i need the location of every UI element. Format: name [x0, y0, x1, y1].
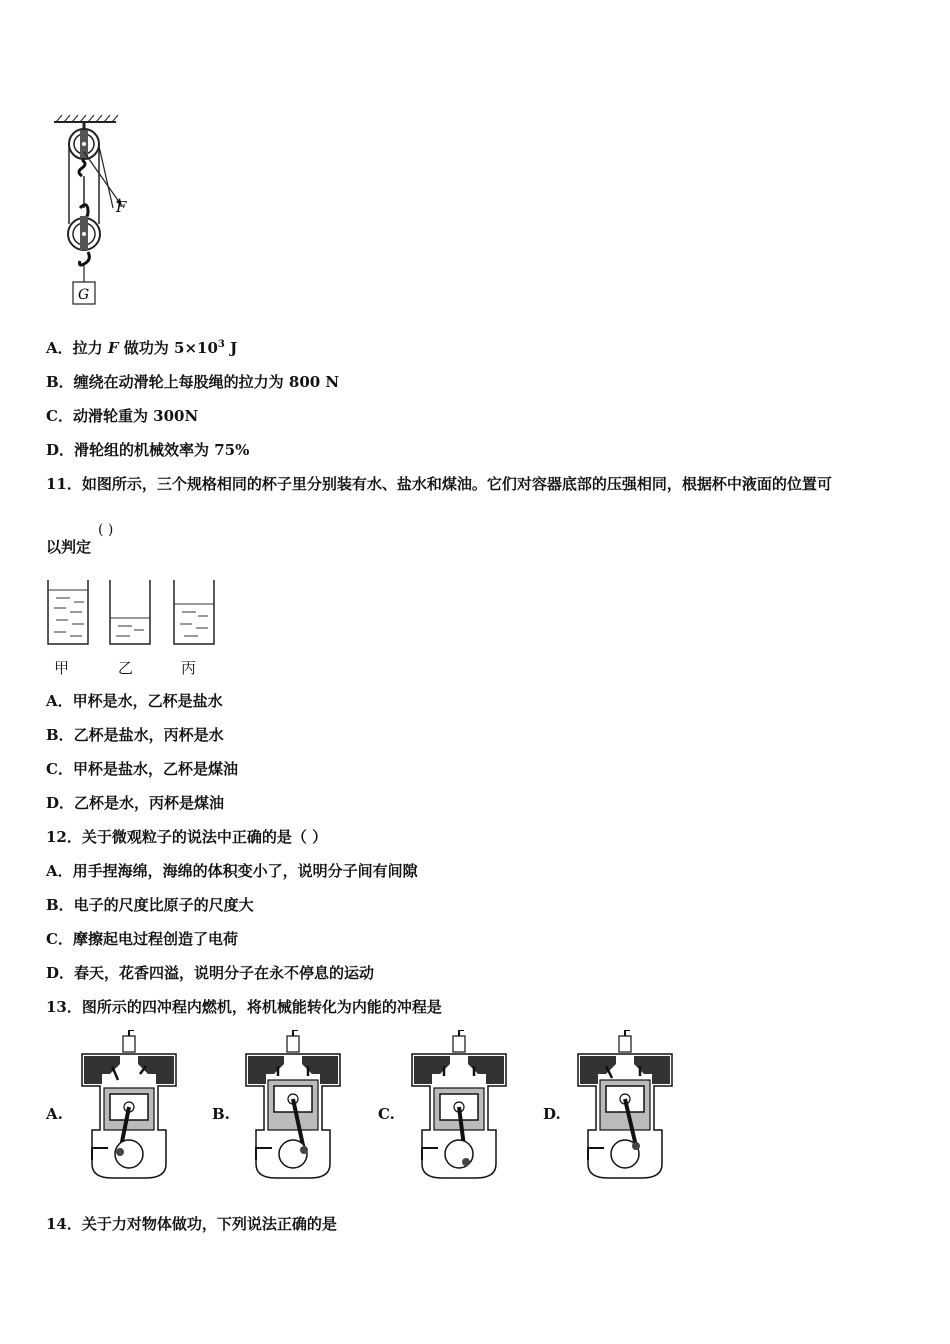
cup-label-yi: 乙 [118, 659, 134, 677]
q12-option-b: B．电子的尺度比原子的尺度大 [46, 896, 254, 914]
q10-option-a: A．拉力 F 做功为 $5\times 10^3$ J [46, 339, 238, 357]
q12-option-d: D．春天，花香四溢，说明分子在永不停息的运动 [46, 964, 375, 982]
engine-figure-a [76, 1030, 182, 1180]
three-cups-figure [44, 578, 224, 648]
weight-label-G: G [78, 287, 90, 303]
q10-option-d: D．滑轮组的机械效率为 75% [46, 441, 250, 459]
q11-stem-line2: 以判定 [46, 538, 92, 556]
cup-label-bing: 丙 [181, 659, 197, 677]
q11-answer-blank: ( ) [98, 522, 114, 538]
q11-option-d: D．乙杯是水，丙杯是煤油 [46, 794, 225, 812]
q12-option-c: C．摩擦起电过程创造了电荷 [46, 930, 238, 948]
q11-option-c: C．甲杯是盐水，乙杯是煤油 [46, 760, 238, 778]
q11-stem-line1: 11．如图所示，三个规格相同的杯子里分别装有水、盐水和煤油。它们对容器底部的压强相同，根据杯中液面的位置可 [46, 475, 832, 493]
q13-label-a: A. [46, 1105, 63, 1123]
q14-stem: 14．关于力对物体做功，下列说法正确的是 [46, 1215, 337, 1233]
engine-figure-d [572, 1030, 678, 1180]
engine-figure-c [406, 1030, 512, 1180]
engine-figure-b [240, 1030, 346, 1180]
q11-option-a: A．甲杯是水，乙杯是盐水 [46, 692, 223, 710]
q13-label-c: C. [378, 1105, 395, 1123]
q11-option-b: B．乙杯是盐水，丙杯是水 [46, 726, 224, 744]
pulley-system-figure [44, 112, 144, 312]
q13-stem: 13．图所示的四冲程内燃机，将机械能转化为内能的冲程是 [46, 998, 442, 1016]
q10-option-c: C．动滑轮重为 300N [46, 407, 199, 425]
force-label-F: F [116, 198, 127, 216]
q12-option-a: A．用手捏海绵，海绵的体积变小了，说明分子间有间隙 [46, 862, 418, 880]
q12-stem: 12．关于微观粒子的说法中正确的是（ ） [46, 828, 328, 846]
cup-label-jia: 甲 [54, 659, 70, 677]
q10-option-b: B．缠绕在动滑轮上每股绳的拉力为 800 N [46, 373, 340, 391]
q13-label-b: B. [212, 1105, 230, 1123]
q13-label-d: D. [543, 1105, 561, 1123]
